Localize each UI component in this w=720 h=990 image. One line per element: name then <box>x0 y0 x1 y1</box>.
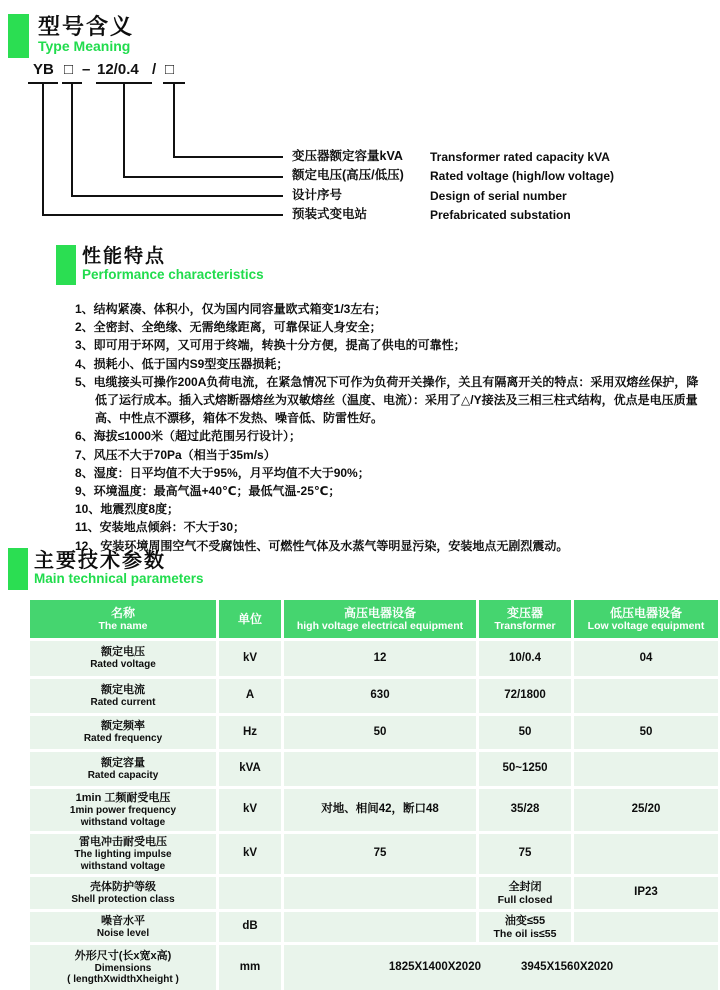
header-cell-transformer: 变压器 Transformer <box>479 600 571 638</box>
section-accent-bar <box>8 14 29 58</box>
table-row-power-frequency-withstand <box>30 789 718 831</box>
row-transformer-value: 72/1800 <box>479 679 571 713</box>
table-row-noise-level <box>30 912 718 942</box>
section-subtitle-parameters: Main technical parameters <box>34 571 204 586</box>
diagram-connector <box>173 156 283 158</box>
row-transformer-value: 10/0.4 <box>479 641 571 676</box>
diagram-label-en: Rated voltage (high/low voltage) <box>430 169 615 183</box>
diagram-label-zh: 额定电压(高压/低压) <box>292 168 404 182</box>
diagram-connector <box>71 195 283 197</box>
table-row-rated-capacity <box>30 752 718 786</box>
model-code-prefix: YB <box>33 61 54 78</box>
header-cell-unit: 单位 <box>219 600 281 638</box>
table-row-shell-protection <box>30 877 718 909</box>
diagram-connector <box>71 82 73 197</box>
row-name: 雷电冲击耐受电压 The lighting impulse withstand voltage <box>30 834 216 874</box>
row-lv-value: 04 <box>574 641 718 676</box>
table-row-rated-frequency <box>30 716 718 749</box>
row-hv-value <box>284 752 476 786</box>
diagram-connector <box>123 176 283 178</box>
section-subtitle-performance: Performance characteristics <box>82 267 264 282</box>
section-subtitle-type-meaning: Type Meaning <box>38 38 131 54</box>
row-lv-value: 50 <box>574 716 718 749</box>
row-hv-value <box>284 877 476 909</box>
row-unit: kVA <box>219 752 281 786</box>
row-unit: Hz <box>219 716 281 749</box>
row-unit: kV <box>219 641 281 676</box>
row-hv-value: 12 <box>284 641 476 676</box>
section-title-type-meaning: 型号含义 <box>38 14 135 39</box>
model-code-voltage: 12/0.4 <box>97 61 139 78</box>
table-row-dimensions <box>30 945 718 990</box>
performance-item: 1、结构紧凑、体积小，仅为国内同容量欧式箱变1/3左右； <box>75 302 387 316</box>
header-cell-hv: 高压电器设备 high voltage electrical equipment <box>284 600 476 638</box>
performance-item: 9、环境温度：最高气温+40℃；最低气温-25℃； <box>75 484 341 499</box>
performance-item: 3、即可用于环网，又可用于终端，转换十分方便，提高了供电的可靠性； <box>75 338 466 353</box>
row-transformer-value: 75 <box>479 834 571 874</box>
row-unit: kV <box>219 789 281 831</box>
diagram-connector <box>173 82 175 158</box>
diagram-connector <box>42 214 283 216</box>
row-name: 额定频率 Rated frequency <box>30 716 216 749</box>
diagram-label-en: Transformer rated capacity kVA <box>430 150 610 164</box>
performance-item: 5、电缆接头可操作200A负荷电流，在紧急情况下可作为负荷开关操作，关且有隔离开关的特点：采用双熔丝保护，降低了运行成本。插入式熔断器熔丝为双敏熔丝（温度、电流）：采用了△/Y接法及三相三柱式结构，优点是电压质量高、中性点不漂移，箱体不发热、噪音低、防雷性好。 <box>75 374 699 426</box>
dimension-value-1: 1825X1400X2020 <box>388 960 481 973</box>
row-name: 额定电流 Rated current <box>30 679 216 713</box>
performance-item: 2、全密封、全绝缘、无需绝缘距离，可靠保证人身安全； <box>75 320 382 335</box>
table-header-row <box>30 600 718 638</box>
diagram-label-zh: 设计序号 <box>292 188 343 202</box>
row-name: 外形尺寸(长x宽x高) Dimensions ( lengthXwidthXheight ) <box>30 945 216 990</box>
diagram-connector <box>42 82 44 216</box>
row-transformer-value: 油变≤55 The oil is≤55 <box>479 912 571 942</box>
model-code-slash: / <box>152 61 157 78</box>
row-hv-value: 对地、相间42，断口48 <box>284 789 476 831</box>
row-unit: kV <box>219 834 281 874</box>
parameters-table <box>30 600 718 990</box>
diagram-label-zh: 预装式变电站 <box>292 207 368 221</box>
row-transformer-value: 全封闭 Full closed <box>479 877 571 909</box>
performance-list <box>75 300 705 555</box>
row-name: 额定电压 Rated voltage <box>30 641 216 676</box>
performance-item: 12、安装环境周围空气不受腐蚀性、可燃性气体及水蒸气等明显污染，安装地点无剧烈震动。 <box>75 538 569 553</box>
row-lv-value: 25/20 <box>574 789 718 831</box>
diagram-label-zh: 变压器额定容量kVA <box>292 149 403 163</box>
performance-item: 4、损耗小、低于国内S9型变压器损耗； <box>75 356 289 371</box>
row-transformer-value: 35/28 <box>479 789 571 831</box>
row-unit: A <box>219 679 281 713</box>
dimension-value-2: 3945X1560X2020 <box>521 960 614 973</box>
row-lv-value <box>574 752 718 786</box>
diagram-connector <box>123 82 125 178</box>
row-unit: dB <box>219 912 281 942</box>
row-hv-value: 50 <box>284 716 476 749</box>
row-name: 壳体防护等级 Shell protection class <box>30 877 216 909</box>
model-code-box1: □ <box>64 61 74 78</box>
table-row-rated-current <box>30 679 718 713</box>
header-cell-name: 名称 The name <box>30 600 216 638</box>
table-row-rated-voltage <box>30 641 718 676</box>
model-code-box2: □ <box>165 61 175 78</box>
section-accent-bar <box>56 245 76 285</box>
row-name: 额定容量 Rated capacity <box>30 752 216 786</box>
performance-item: 6、海拔≤1000米（超过此范围另行设计）； <box>75 429 301 444</box>
diagram-label-en: Prefabricated substation <box>430 208 571 222</box>
row-transformer-value: 50 <box>479 716 571 749</box>
model-code-dash: – <box>82 61 91 78</box>
performance-item: 7、风压不大于70Pa（相当于35m/s） <box>75 447 276 462</box>
row-lv-value <box>574 912 718 942</box>
row-name: 1min 工频耐受电压 1min power frequency withstand voltage <box>30 789 216 831</box>
header-cell-lv: 低压电器设备 Low voltage equipment <box>574 600 718 638</box>
row-name: 噪音水平 Noise level <box>30 912 216 942</box>
row-dimensions-values <box>284 945 718 990</box>
section-title-performance: 性能特点 <box>82 246 167 267</box>
section-accent-bar <box>8 548 28 590</box>
table-row-lightning-impulse-withstand <box>30 834 718 874</box>
row-lv-value <box>574 834 718 874</box>
row-hv-value: 75 <box>284 834 476 874</box>
diagram-label-en: Design of serial number <box>430 189 567 203</box>
performance-item: 8、湿度：日平均值不大于95%，月平均值不大于90%； <box>75 465 370 480</box>
row-transformer-value: 50~1250 <box>479 752 571 786</box>
row-hv-value <box>284 912 476 942</box>
performance-item: 11、安装地点倾斜：不大于30； <box>75 520 246 535</box>
row-lv-value: IP23 <box>574 877 718 909</box>
row-unit <box>219 877 281 909</box>
performance-item: 10、地震烈度8度； <box>75 502 180 517</box>
row-unit: mm <box>219 945 281 990</box>
row-lv-value <box>574 679 718 713</box>
section-title-parameters: 主要技术参数 <box>34 550 166 572</box>
row-hv-value: 630 <box>284 679 476 713</box>
